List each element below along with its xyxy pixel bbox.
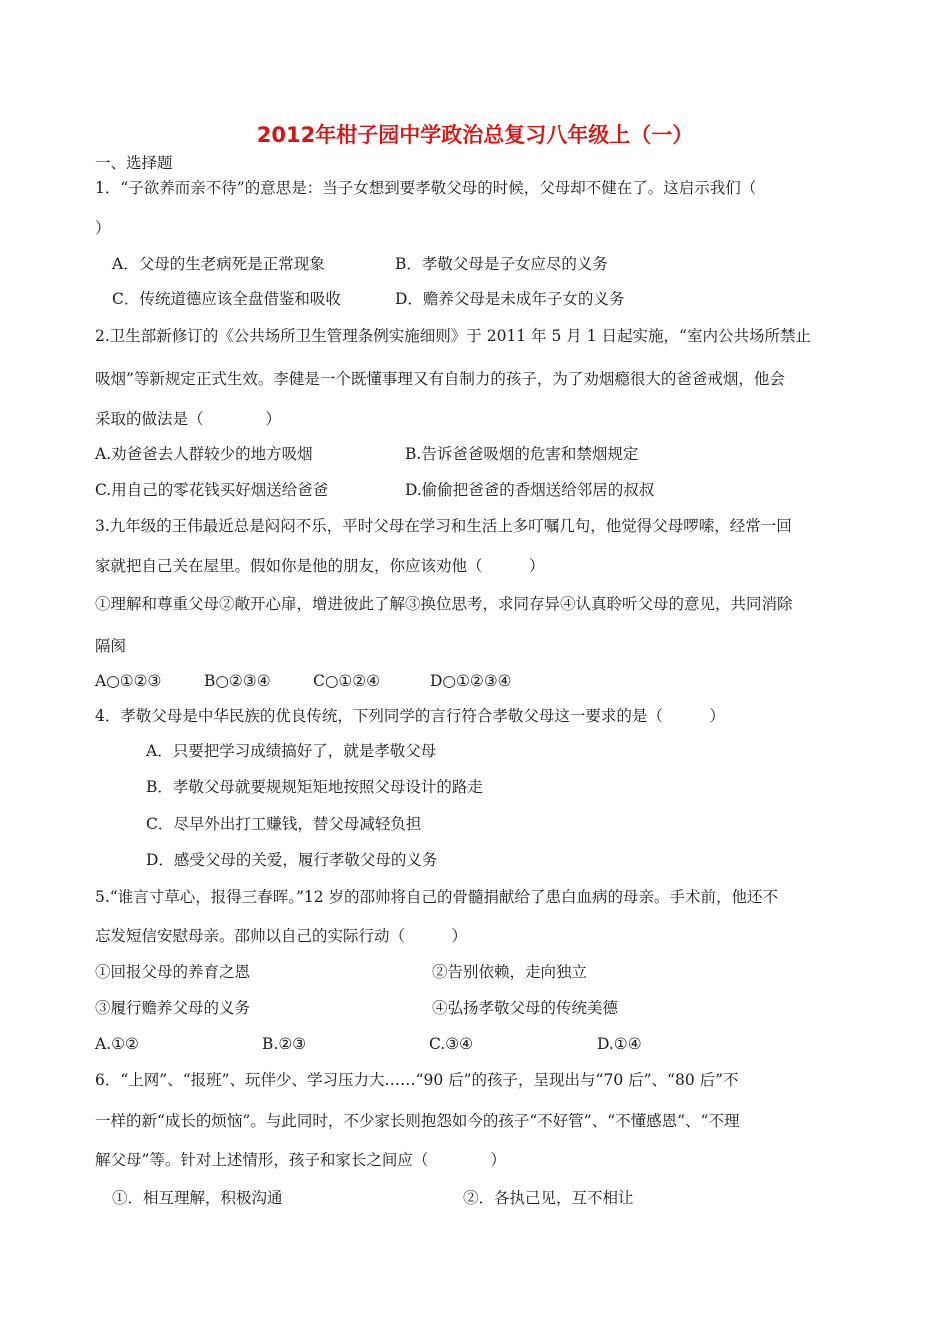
q1-stem-line1: 1．“子欲养而亲不待”的意思是：当子女想到要孝敬父母的时候，父母却不健在了。这启示我们（ (95, 179, 757, 197)
q5-stem-line1: 5.“谁言寸草心，报得三春晖。”12 岁的邵帅将自己的骨髓捐献给了患白血病的母亲。手术前，他还不 (95, 888, 779, 906)
q4-stem: 4．孝敬父母是中华民族的优良传统，下列同学的言行符合孝敬父母这一要求的是（ ） (95, 707, 725, 725)
q1-option-d: D．赡养父母是未成年子女的义务 (395, 290, 625, 308)
q2-option-a: A.劝爸爸去人群较少的地方吸烟 (95, 445, 313, 463)
q5-statement-4: ④弘扬孝敬父母的传统美德 (432, 999, 619, 1017)
q3-stem-line2: 家就把自己关在屋里。假如你是他的朋友，你应该劝他（ ） (95, 557, 545, 575)
q3-option-a: A○①②③ (95, 672, 162, 690)
q1-option-c: C．传统道德应该全盘借鉴和吸收 (112, 290, 341, 308)
q5-statement-1: ①回报父母的养育之恩 (95, 963, 251, 981)
q5-option-c: C.③④ (429, 1035, 474, 1053)
q2-stem-line2: 吸烟”等新规定正式生效。李健是一个既懂事理又有自制力的孩子，为了劝烟瘾很大的爸爸戒烟，他会 (95, 370, 785, 388)
q1-option-a: A．父母的生老病死是正常现象 (112, 255, 325, 273)
q6-statement-2: ②．各执己见，互不相让 (463, 1189, 634, 1207)
q5-option-b: B.②③ (262, 1035, 307, 1053)
q3-option-c: C○①②④ (313, 672, 381, 690)
q5-option-a: A.①② (95, 1035, 139, 1053)
q3-stem-line1: 3.九年级的王伟最近总是闷闷不乐，平时父母在学习和生活上多叮嘱几句，他觉得父母啰嗦，经常一回 (95, 517, 792, 535)
q5-statement-3: ③履行赡养父母的义务 (95, 999, 251, 1017)
q6-stem-line2: 一样的新“成长的烦恼”。与此同时，不少家长则抱怨如今的孩子“不好管”、“不懂感恩”、“不理 (95, 1112, 740, 1130)
q2-option-d: D.偷偷把爸爸的香烟送给邻居的叔叔 (405, 481, 655, 499)
q6-statement-1: ①．相互理解，积极沟通 (112, 1189, 283, 1207)
q2-stem-line1: 2.卫生部新修订的《公共场所卫生管理条例实施细则》于 2011 年 5 月 1 日起实施，“室内公共场所禁止 (95, 327, 811, 345)
q2-option-b: B.告诉爸爸吸烟的危害和禁烟规定 (405, 445, 639, 463)
page-title: 2012年柑子园中学政治总复习八年级上（一） (256, 123, 694, 147)
q1-stem-line2: ） (95, 219, 111, 237)
q6-stem-line1: 6．“上网”、“报班”、玩伴少、学习压力大……“90 后”的孩子，呈现出与“70 后”、“80 后”不 (95, 1071, 739, 1089)
q5-statement-2: ②告别依赖，走向独立 (432, 963, 588, 981)
q5-option-d: D.①④ (597, 1035, 642, 1053)
q3-statements-line1: ①理解和尊重父母②敞开心扉，增进彼此了解③换位思考，求同存异④认真聆听父母的意见，共同消除 (95, 595, 793, 613)
q2-stem-line3: 采取的做法是（ ） (95, 410, 282, 428)
section-heading: 一、选择题 (95, 154, 173, 172)
q4-option-c: C．尽早外出打工赚钱，替父母减轻负担 (146, 815, 422, 833)
q3-statements-line2: 隔阂 (95, 637, 127, 655)
q6-stem-line3: 解父母”等。针对上述情形，孩子和家长之间应（ ） (95, 1151, 506, 1169)
q5-stem-line2: 忘发短信安慰母亲。邵帅以自己的实际行动（ ） (95, 927, 468, 945)
q1-option-b: B．孝敬父母是子女应尽的义务 (395, 255, 608, 273)
q4-option-a: A．只要把学习成绩搞好了，就是孝敬父母 (146, 742, 437, 760)
q4-option-d: D．感受父母的关爱，履行孝敬父母的义务 (146, 851, 438, 869)
q3-option-d: D○①②③④ (430, 672, 512, 690)
q4-option-b: B．孝敬父母就要规规矩矩地按照父母设计的路走 (146, 778, 483, 796)
q3-option-b: B○②③④ (204, 672, 271, 690)
q2-option-c: C.用自己的零花钱买好烟送给爸爸 (95, 481, 329, 499)
